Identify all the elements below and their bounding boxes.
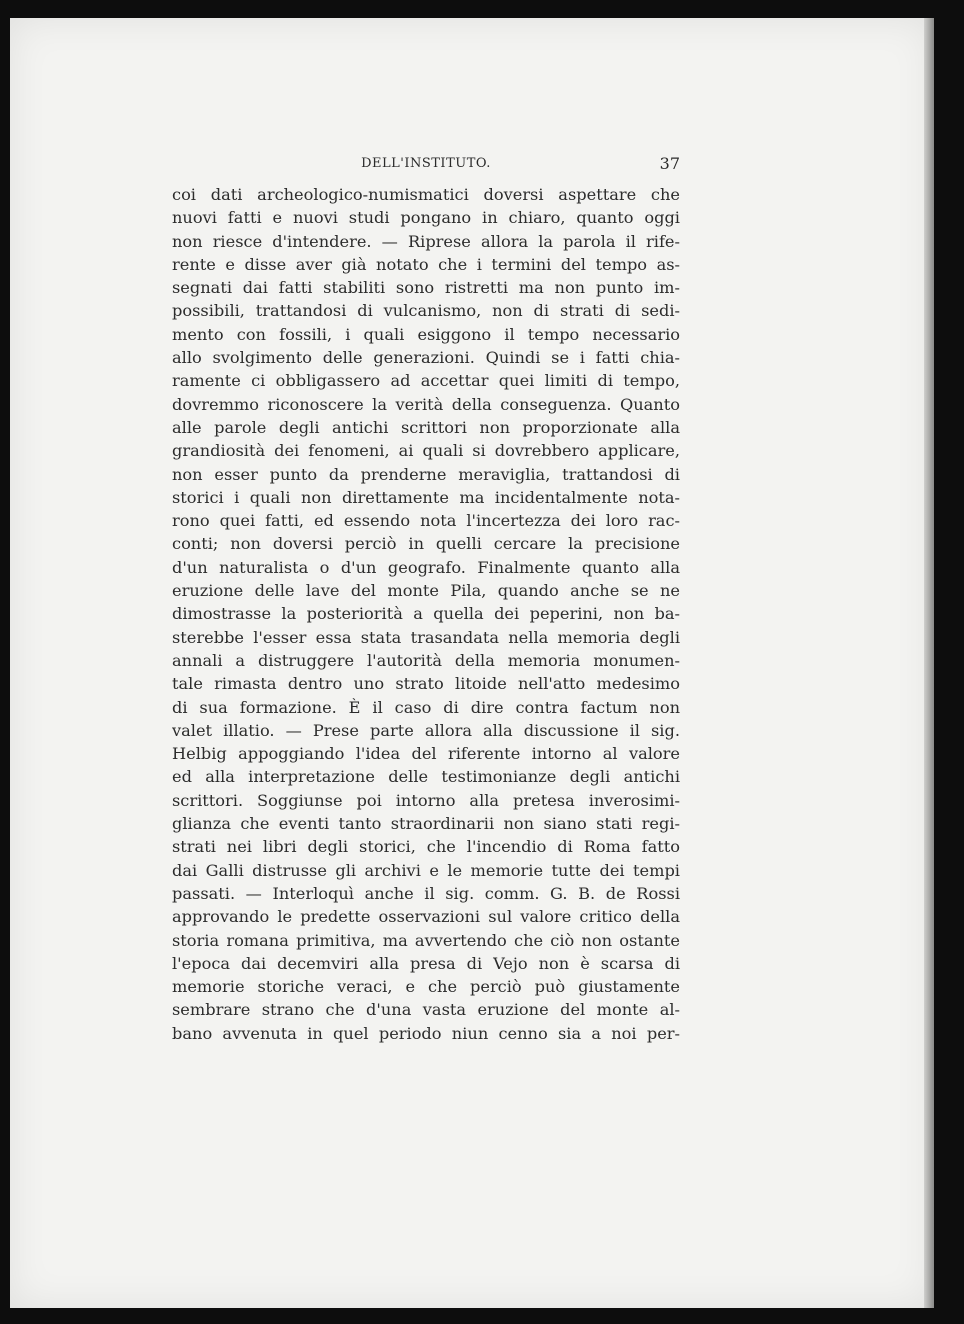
text-line: d'un naturalista o d'un geografo. Finalmente quanto alla — [172, 557, 680, 577]
page-header — [172, 156, 680, 180]
text-line: memorie storiche veraci, e che perciò può giustamente — [172, 977, 680, 997]
text-line: ramente ci obbligassero ad accettar quei limiti di tempo, — [172, 371, 680, 391]
text-line: possibili, trattandosi di vulcanismo, non di strati di sedi- — [172, 301, 680, 321]
text-line: conti; non doversi perciò in quelli cercare la precisione — [172, 534, 680, 554]
text-line: bano avvenuta in quel periodo niun cenno sia a noi per- — [172, 1023, 680, 1043]
text-line: dai Galli distrusse gli archivi e le memorie tutte dei tempi — [172, 860, 680, 880]
text-line: rente e disse aver già notato che i termini del tempo as- — [172, 254, 680, 274]
text-line: scrittori. Soggiunse poi intorno alla pretesa inverosimi- — [172, 790, 680, 810]
page-number: 37 — [659, 154, 680, 173]
text-line: sembrare strano che d'una vasta eruzione del monte al- — [172, 1000, 680, 1020]
text-line: dovremmo riconoscere la verità della conseguenza. Quanto — [172, 394, 680, 414]
page-edge — [924, 18, 934, 1308]
text-line: glianza che eventi tanto straordinarii non siano stati regi- — [172, 814, 680, 834]
text-line: coi dati archeologico-numismatici doversi aspettare che — [172, 185, 680, 204]
text-line: non esser punto da prenderne meraviglia, trattandosi di — [172, 464, 680, 484]
text-line: alle parole degli antichi scrittori non proporzionate alla — [172, 417, 680, 437]
text-line: segnati dai fatti stabiliti sono ristretti ma non punto im- — [172, 278, 680, 298]
text-line: grandiosità dei fenomeni, ai quali si dovrebbero applicare, — [172, 441, 680, 461]
text-line: rono quei fatti, ed essendo nota l'incertezza dei loro rac- — [172, 511, 680, 531]
text-line: approvando le predette osservazioni sul valore critico della — [172, 907, 680, 927]
running-head: DELL'INSTITUTO. — [361, 156, 491, 171]
body-text — [172, 183, 680, 1045]
text-line: sterebbe l'esser essa stata trasandata nella memoria degli — [172, 627, 680, 647]
text-line: storia romana primitiva, ma avvertendo che ciò non ostante — [172, 930, 680, 950]
text-line: storici i quali non direttamente ma incidentalmente nota- — [172, 487, 680, 507]
text-line: annali a distruggere l'autorità della memoria monumen- — [172, 650, 680, 670]
text-line: l'epoca dai decemviri alla presa di Vejo non è scarsa di — [172, 953, 680, 973]
text-line: eruzione delle lave del monte Pila, quando anche se ne — [172, 581, 680, 601]
text-line: tale rimasta dentro uno strato litoide nell'atto medesimo — [172, 674, 680, 694]
text-line: ed alla interpretazione delle testimonianze degli antichi — [172, 767, 680, 787]
text-line: mento con fossili, i quali esiggono il tempo necessario — [172, 324, 680, 344]
text-line: allo svolgimento delle generazioni. Quindi se i fatti chia- — [172, 348, 680, 368]
text-line: passati. — Interloquì anche il sig. comm. G. B. de Rossi — [172, 883, 680, 903]
text-line: dimostrasse la posteriorità a quella dei peperini, non ba- — [172, 604, 680, 624]
text-line: di sua formazione. È il caso di dire contra factum non — [172, 697, 680, 717]
text-line: nuovi fatti e nuovi studi pongano in chiaro, quanto oggi — [172, 208, 680, 228]
text-line: Helbig appoggiando l'idea del riferente intorno al valore — [172, 744, 680, 764]
text-line: strati nei libri degli storici, che l'incendio di Roma fatto — [172, 837, 680, 857]
text-line: valet illatio. — Prese parte allora alla discussione il sig. — [172, 720, 680, 740]
text-line: non riesce d'intendere. — Riprese allora la parola il rife- — [172, 231, 680, 251]
